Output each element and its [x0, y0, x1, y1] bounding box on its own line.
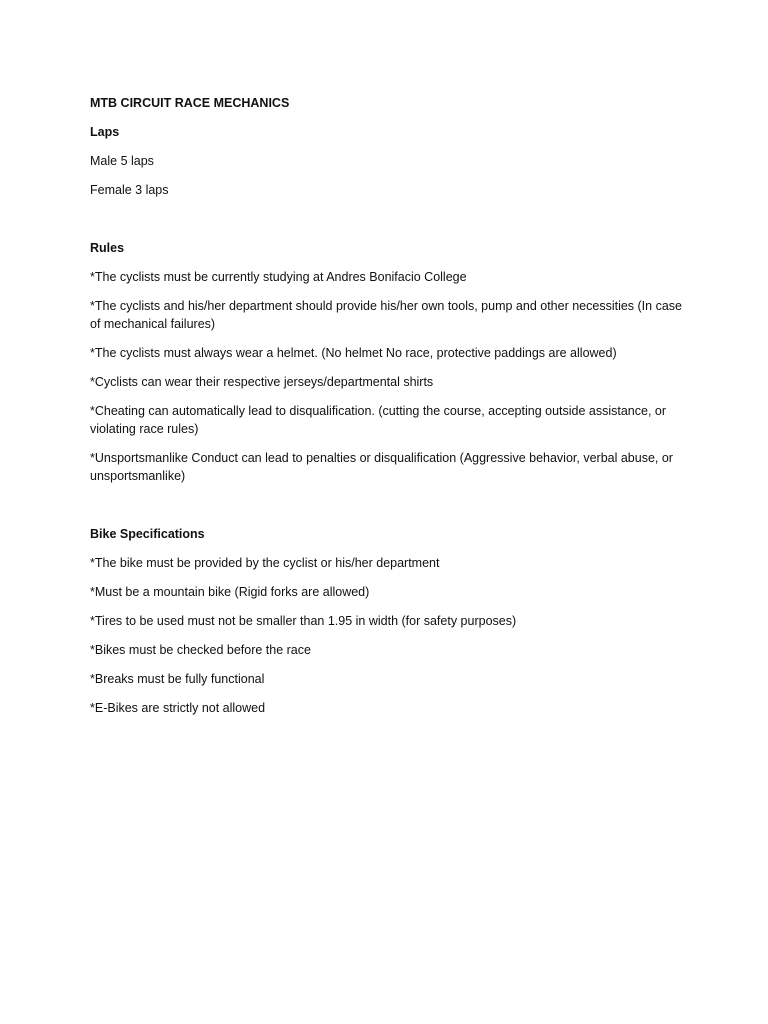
- document-body: [90, 94, 682, 728]
- laps-male: Male 5 laps: [90, 154, 154, 168]
- bike-spec-item: *Bikes must be checked before the race: [90, 643, 311, 657]
- rule-item: *Cyclists can wear their respective jerseys/departmental shirts: [90, 375, 434, 389]
- rule-item: *Cheating can automatically lead to disqualification. (cutting the course, accepting outside assistance, or violating race rules): [90, 404, 667, 436]
- section-spacer: [90, 496, 682, 525]
- rule-item: *The cyclists must be currently studying at Andres Bonifacio College: [90, 270, 467, 284]
- laps-heading: Laps: [90, 125, 120, 139]
- rule-item: *Unsportsmanlike Conduct can lead to penalties or disqualification (Aggressive behavior, verbal abuse, or unsportsmanlike): [90, 451, 673, 483]
- bike-spec-item: *The bike must be provided by the cyclist or his/her department: [90, 556, 440, 570]
- bike-spec-item: *E-Bikes are strictly not allowed: [90, 701, 266, 715]
- bike-spec-item: *Tires to be used must not be smaller than 1.95 in width (for safety purposes): [90, 614, 517, 628]
- rules-heading: Rules: [90, 241, 125, 255]
- laps-female: Female 3 laps: [90, 183, 169, 197]
- bike-spec-item: *Must be a mountain bike (Rigid forks are allowed): [90, 585, 370, 599]
- rule-item: *The cyclists must always wear a helmet. (No helmet No race, protective paddings are allowed): [90, 346, 617, 360]
- rule-item: *The cyclists and his/her department should provide his/her own tools, pump and other necessities (In case of mechanical failures): [90, 299, 682, 331]
- bike-spec-item: *Breaks must be fully functional: [90, 672, 265, 686]
- document-title: MTB CIRCUIT RACE MECHANICS: [90, 96, 290, 110]
- bike-specs-heading: Bike Specifications: [90, 527, 205, 541]
- section-spacer: [90, 210, 682, 239]
